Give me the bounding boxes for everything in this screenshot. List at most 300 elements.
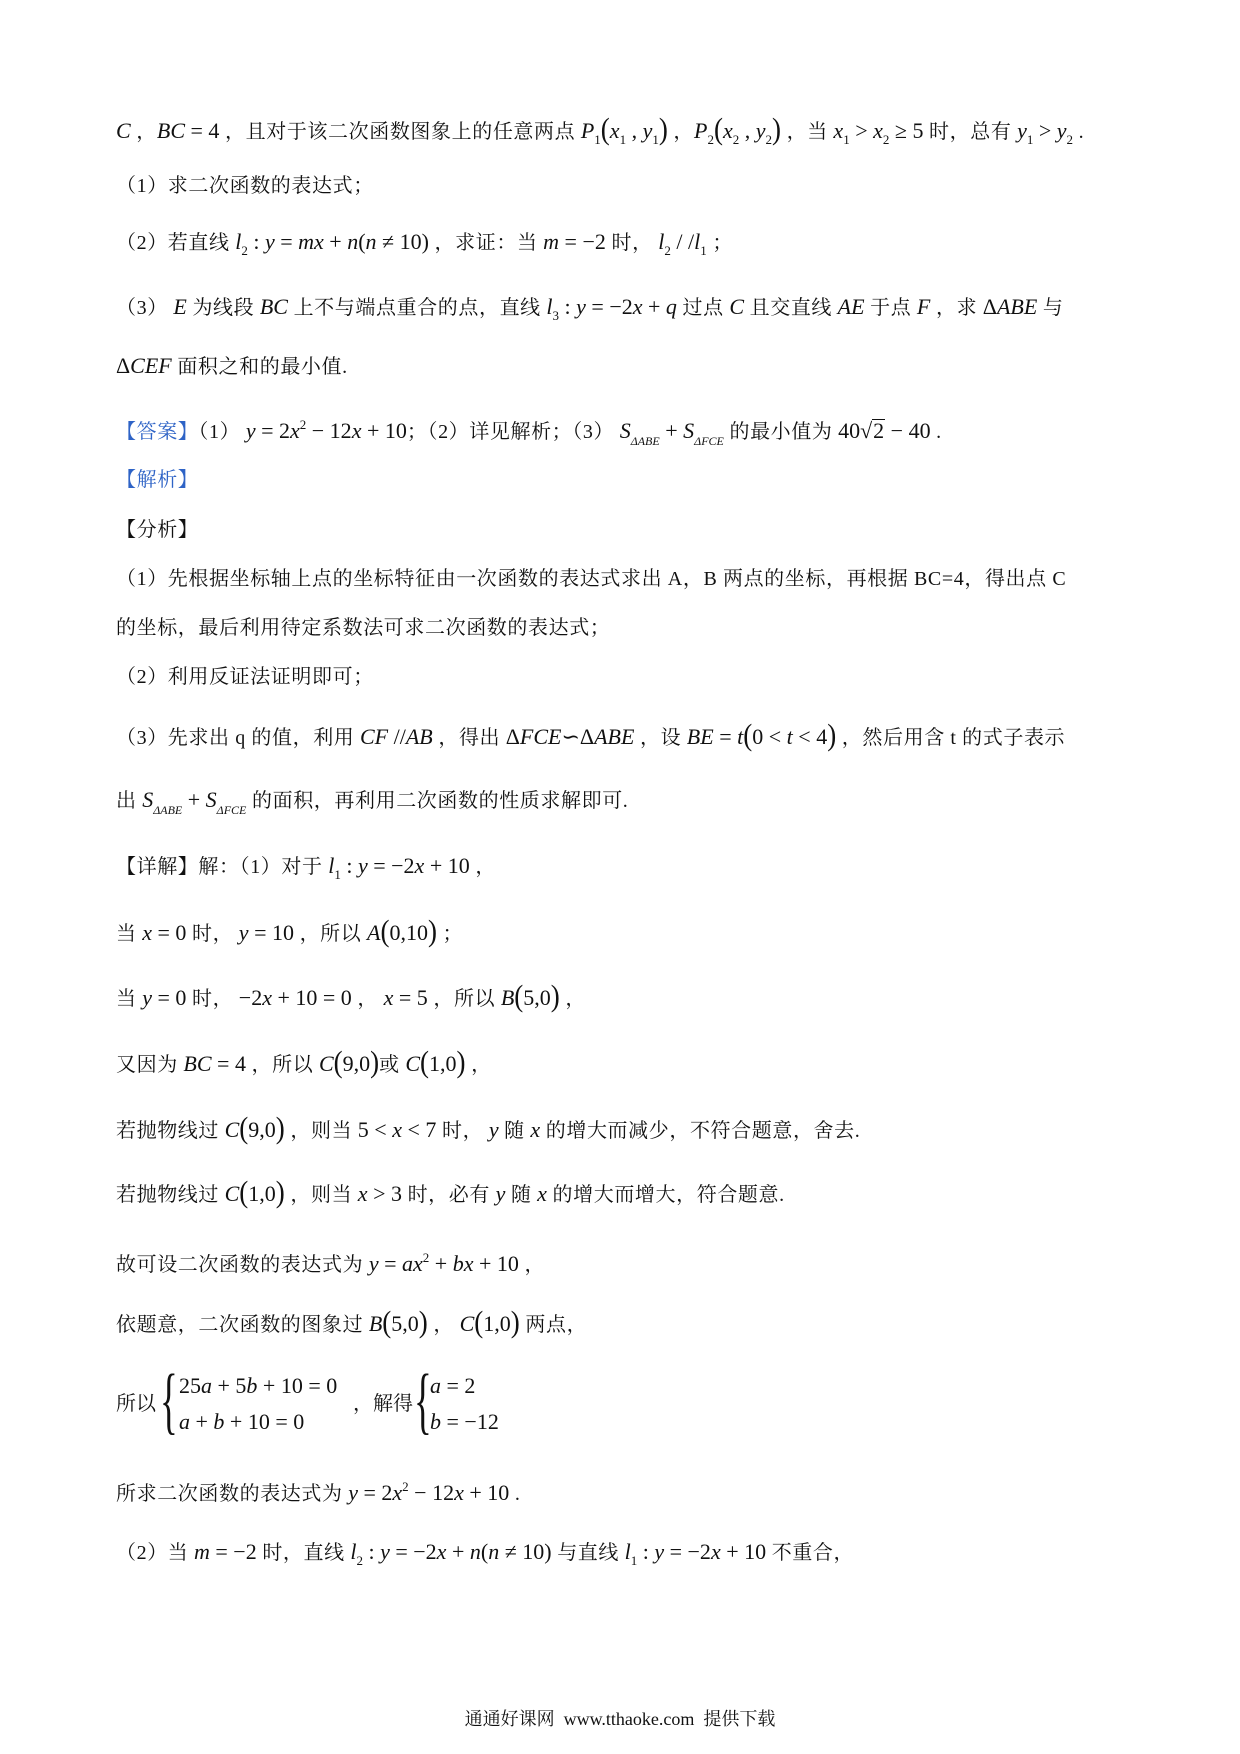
problem-conditions-line [116,112,1085,147]
parenthesis: ( [420,1045,430,1079]
math-variable: y [142,985,152,1010]
math-text: = −2 [209,1539,257,1564]
math-variable: C [729,294,745,319]
parenthesis: ( [382,1305,392,1339]
subscript: 1 [594,132,601,147]
math-text: + [323,229,348,254]
math-text: ≠ 10) [499,1539,552,1564]
math-variable: CEF [130,353,172,378]
math-text: − 12 [306,418,352,443]
math-variable: y [488,1117,499,1142]
math-variable: x [710,1539,721,1564]
text-run: ； [706,232,733,254]
detail-intro [116,851,496,881]
math-variable: t [737,724,744,749]
text-run: ， [667,121,695,143]
text-run: ，所以 [293,923,367,945]
math-text: 5,0 [523,985,551,1010]
math-variable: l [658,229,665,254]
analysis-heading: 【分析】 [116,519,199,541]
text-run: 时，总有 [923,121,1018,143]
math-text: ( [358,229,366,254]
text-run: 故可设二次函数的表达式为 [116,1254,369,1276]
math-variable: y [1056,118,1067,143]
math-variable: C [116,118,131,143]
text-run: 与 [1037,297,1064,319]
subscript: 3 [552,308,560,323]
math-text: < 4 [792,724,828,749]
math-variable: y [495,1181,506,1206]
parenthesis: ) [370,1045,380,1079]
subscript: ΔFCE [216,803,247,817]
text-run: （1） [198,421,246,443]
math-text: = [274,229,299,254]
math-variable: E [173,294,187,319]
math-text: + [642,294,666,319]
math-text: 5 < [357,1117,393,1142]
math-variable: x [873,118,883,143]
math-text: > 3 [367,1181,402,1206]
math-variable: a [179,1409,190,1434]
math-variable: x [290,418,300,443]
text-run: ，求 [930,297,983,319]
math-variable: S [142,787,154,812]
text-run: . [930,421,942,443]
text-run: （2）当 [116,1542,194,1564]
math-variable: b [213,1409,225,1434]
analysis-step-1-continued: 的坐标，最后利用待定系数法可求二次函数的表达式； [116,617,611,639]
math-text: 0,10 [389,920,428,945]
math-variable: C [459,1311,475,1336]
parenthesis: ) [550,979,560,1013]
text-run: 的增大而增大，符合题意. [546,1184,785,1206]
footer-watermark: 通通好课网 www.tthaoke.com 提供下载 [464,1709,776,1729]
math-variable: x [142,920,152,945]
text-run: ， [130,121,157,143]
detail-line-general-form [116,1243,546,1276]
math-variable: BC [156,118,186,143]
math-variable: l [546,294,553,319]
math-text: = −2 [367,853,415,878]
math-text: 9,0 [342,1051,371,1076]
text-run: 或 [379,1054,406,1076]
math-text: = 2 [441,1373,476,1398]
parenthesis: ( [239,1111,249,1145]
math-variable: A [366,920,381,945]
math-variable: l [350,1539,357,1564]
problem-part-2 [116,227,733,257]
math-text: : [362,1539,381,1564]
text-run: 随 [505,1184,538,1206]
detail-line-result [116,1472,521,1505]
text-run: 出 [116,790,143,812]
math-text: 40√ [838,418,873,443]
superscript: 2 [402,1479,409,1494]
math-text: > [1033,118,1057,143]
math-text: + [182,787,206,812]
math-variable: y [1017,118,1027,143]
text-run: 时， [605,232,659,254]
math-text: : [637,1539,655,1564]
parenthesis: ) [658,112,668,146]
text-run: 时， [186,923,239,945]
text-run: ，所以 [427,988,501,1010]
math-variable: S [205,787,217,812]
math-text: = 10 [248,920,294,945]
text-run: ，则当 [284,1120,358,1142]
text-run: 时， [436,1120,489,1142]
subscript: ΔABE [630,434,660,448]
math-variable: q [665,294,677,319]
solution-brace: { [414,1360,432,1442]
math-variable: a [201,1373,212,1398]
problem-part-1: （1）求二次函数的表达式； [116,175,374,197]
subscript: 2 [882,132,890,147]
math-variable: C [318,1051,334,1076]
math-text: Δ [982,294,997,319]
parenthesis: ( [333,1045,343,1079]
subscript: ΔABE [153,803,183,817]
math-variable: x [357,1181,368,1206]
math-variable: x [392,1117,402,1142]
math-text: = 5 [393,985,428,1010]
text-run: 时，必有 [401,1184,496,1206]
text-run: 【详解】解：（1）对于 [116,856,329,878]
text-run: ； [436,923,464,945]
math-variable: y [368,1251,379,1276]
text-run: 上不与端点重合的点，直线 [287,297,547,319]
math-variable: x [392,1480,403,1505]
subscript: 1 [334,867,341,882]
problem-part-3-continued [116,351,348,381]
math-text: + [446,1539,470,1564]
text-run: 的面积，再利用二次函数的性质求解即可. [246,790,629,812]
math-text: = 0 [151,920,187,945]
text-run: ， [351,988,384,1010]
equation-system [116,1360,676,1450]
math-text: + 10 [424,853,470,878]
math-text: + [190,1409,214,1434]
math-text: : [559,294,577,319]
math-variable: y [357,853,368,878]
math-text: = [713,724,738,749]
parenthesis: ) [275,1111,285,1145]
math-variable: x [537,1181,547,1206]
math-text: ∽Δ [561,724,595,749]
parenthesis: ) [275,1175,285,1209]
text-run: 随 [498,1120,531,1142]
math-text: 1,0 [483,1311,511,1336]
math-variable: y [654,1539,665,1564]
parenthesis: ) [456,1045,466,1079]
math-text: , [739,118,756,143]
math-variable: x [351,418,362,443]
text-run: ，求证：当 [428,232,544,254]
math-variable: y [245,418,256,443]
math-text: Δ [116,353,131,378]
math-variable: F [916,294,931,319]
text-run: ， [427,1314,460,1336]
text-run: ， [559,988,586,1010]
detail-line-case-c9 [116,1113,860,1143]
subscript: 2 [664,243,671,258]
math-variable: y [348,1480,358,1505]
math-text: Δ [505,724,520,749]
subscript: 2 [1066,132,1074,147]
text-run: ，设 [634,727,687,749]
math-variable: m [194,1539,210,1564]
math-variable: n [347,229,359,254]
math-text: + 5 [212,1373,247,1398]
math-variable: x [262,985,272,1010]
math-variable: AB [405,724,433,749]
math-variable: BC [183,1051,212,1076]
text-run: 时，直线 [256,1542,351,1564]
math-variable: AE [837,294,865,319]
math-text: = 2 [357,1480,393,1505]
math-text: = −2 [559,229,606,254]
system-label: 所以 [116,1393,156,1415]
subscript: 1 [1026,132,1034,147]
parenthesis: ( [713,112,723,146]
math-text: 25 [179,1373,201,1398]
math-text: , [626,118,643,143]
math-variable: bx [452,1251,474,1276]
superscript: 2 [299,417,307,432]
text-run: ，然后用含 t 的式子表示 [836,727,1066,749]
math-variable: CF [360,724,389,749]
math-variable: l [624,1539,631,1564]
text-run: ，所以 [245,1054,319,1076]
math-variable: m [543,229,560,254]
math-variable: x [436,1539,447,1564]
text-run: 的增大而减少，不符合题意，舍去. [540,1120,861,1142]
math-variable: y [264,229,275,254]
text-run: 时， [186,988,239,1010]
parenthesis: ( [514,979,524,1013]
math-text: 1,0 [248,1181,276,1206]
math-variable: y [642,118,653,143]
text-run: 两点， [519,1314,588,1336]
math-variable: C [405,1051,421,1076]
math-text: + 10 = 0 [271,985,352,1010]
math-variable: ax [402,1251,423,1276]
math-variable: l [694,229,701,254]
math-text: : [247,229,265,254]
math-text: 1,0 [429,1051,457,1076]
math-variable: t [786,724,793,749]
sqrt-radicand: 2 [873,418,885,443]
text-run: 当 [116,923,143,945]
math-text: ≠ 10) [376,229,429,254]
math-text: = [378,1251,402,1276]
text-run: ，则当 [284,1184,358,1206]
parenthesis: ) [510,1305,520,1339]
math-text: + 10 [361,418,407,443]
text-run: ， [518,1254,546,1276]
math-text: // [388,724,406,749]
math-text: ( [480,1539,489,1564]
math-variable: b [430,1409,441,1434]
math-text: = −2 [585,294,633,319]
subscript: 2 [707,132,714,147]
parenthesis: ) [827,718,837,752]
text-run: . [1073,121,1085,143]
parenthesis: ) [427,914,437,948]
parenthesis: ( [239,1175,249,1209]
math-variable: S [619,418,631,443]
math-variable: x [722,118,733,143]
superscript: 2 [422,1250,430,1265]
math-text: = 4 [185,118,220,143]
text-run: 所求二次函数的表达式为 [116,1483,349,1505]
detail-line-part-2 [116,1537,854,1567]
analysis-step-3 [116,720,1065,750]
math-text: ≥ 5 [889,118,924,143]
math-text: / / [670,229,695,254]
subscript: 1 [700,243,707,258]
math-text: = 2 [255,418,290,443]
text-run: ；（2）详见解析；（3） [406,421,620,443]
text-run: 为线段 [186,297,260,319]
analysis-step-1: （1）先根据坐标轴上点的坐标特征由一次函数的表达式求出 A，B 两点的坐标，再根据 BC=4，得出点 C [116,568,1067,590]
problem-part-3 [116,292,1063,322]
solution-b [430,1407,499,1437]
math-variable: C [224,1117,240,1142]
math-variable: x [609,118,620,143]
math-variable: x [632,294,643,319]
math-variable: x [833,118,844,143]
subscript: ΔFCE [694,434,724,448]
subscript: 1 [843,132,850,147]
subscript: 1 [630,1553,638,1568]
solve-label: ，解得 [348,1393,413,1415]
math-variable: ABE [594,724,635,749]
math-text: + 10 = 0 [257,1373,338,1398]
detail-line-c-points [116,1047,492,1077]
subscript: 1 [619,132,627,147]
text-run: （3）先求出 q 的值，利用 [116,727,360,749]
math-variable: BC [259,294,288,319]
text-run: （3） [116,297,174,319]
text-run: 又因为 [116,1054,184,1076]
text-run: ，得出 [432,727,506,749]
math-text: + 10 [473,1251,519,1276]
math-variable: y [755,118,766,143]
solution-heading [116,465,198,495]
subscript: 1 [652,132,659,147]
math-variable: x [383,985,394,1010]
text-run: 与直线 [551,1542,625,1564]
math-variable: B [368,1311,383,1336]
math-text: = 4 [211,1051,246,1076]
parenthesis: ( [743,718,753,752]
text-run: 面积之和的最小值. [171,356,348,378]
math-variable: C [224,1181,240,1206]
math-variable: n [365,229,377,254]
math-text: < 7 [401,1117,437,1142]
subscript: 2 [241,243,248,258]
math-text: > [849,118,874,143]
math-variable: a [430,1373,441,1398]
text-run: ，且对于该二次函数图象上的任意两点 [219,121,581,143]
subscript: 2 [732,132,740,147]
section-label: 【答案】 [116,421,199,443]
text-run: 且交直线 [744,297,838,319]
math-variable: y [238,920,249,945]
math-text: + [429,1251,453,1276]
detail-line-y-zero [116,981,586,1011]
math-text: + 10 = 0 [224,1409,305,1434]
math-variable: l [328,853,335,878]
parenthesis: ) [418,1305,428,1339]
equation-2 [179,1407,304,1437]
math-variable: ABE [996,294,1038,319]
parenthesis: ( [380,914,390,948]
section-label: 【解析】 [116,469,199,491]
math-variable: B [500,985,515,1010]
parenthesis: ( [474,1305,484,1339]
math-variable: BE [686,724,714,749]
math-text: = −2 [389,1539,437,1564]
math-text: −2 [238,985,263,1010]
text-run: 当 [116,988,143,1010]
text-run: 依题意，二次函数的图象过 [116,1314,369,1336]
text-run: （2）若直线 [116,232,236,254]
math-variable: b [246,1373,258,1398]
text-run: ， [465,1054,492,1076]
detail-line-case-c1 [116,1177,785,1207]
math-variable: mx [298,229,324,254]
detail-line-through-points [116,1307,587,1337]
math-variable: x [530,1117,541,1142]
math-text: + [659,418,684,443]
math-variable: P [580,118,595,143]
math-text: 5,0 [391,1311,419,1336]
math-text: 9,0 [248,1117,276,1142]
math-variable: x [454,1480,464,1505]
math-variable: P [694,118,708,143]
math-text: + 10 [463,1480,510,1505]
math-variable: n [488,1539,500,1564]
math-variable: x [414,853,425,878]
math-variable: S [683,418,695,443]
equation-1 [179,1371,337,1401]
math-text: = −2 [664,1539,711,1564]
text-run: ，当 [781,121,834,143]
parenthesis: ) [772,112,782,146]
text-run: ， [469,856,496,878]
text-run: 的最小值为 [723,421,839,443]
left-brace: { [160,1360,178,1442]
math-variable: l [235,229,242,254]
analysis-step-2: （2）利用反证法证明即可； [116,666,374,688]
parenthesis: ( [600,112,610,146]
math-variable: y [380,1539,390,1564]
math-text: = −12 [441,1409,499,1434]
math-variable: y [576,294,586,319]
detail-line-x-zero [116,916,463,946]
solution-a [430,1371,475,1401]
text-run: . [509,1483,521,1505]
math-text: : [340,853,358,878]
math-text: = 0 [151,985,187,1010]
math-text: − 12 [408,1480,455,1505]
text-run: 若抛物线过 [116,1120,225,1142]
text-run: 不重合， [766,1542,855,1564]
subscript: 2 [765,132,773,147]
math-variable: n [469,1539,481,1564]
